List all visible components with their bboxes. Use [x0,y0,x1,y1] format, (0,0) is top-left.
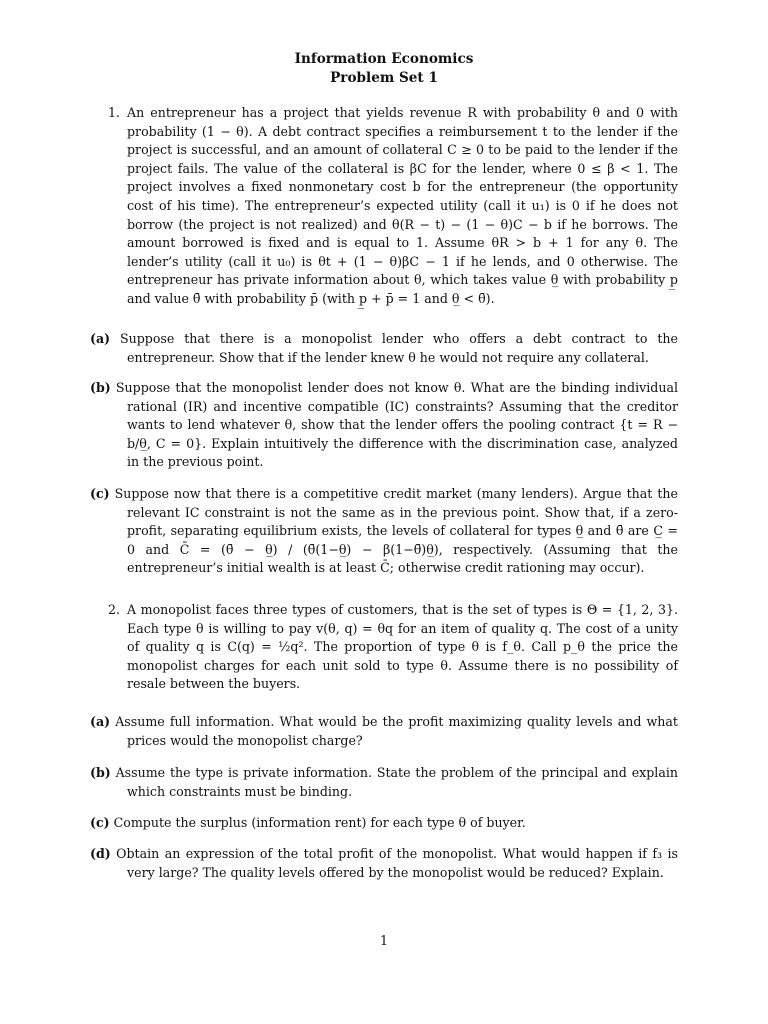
question-2 [108,601,678,694]
q2-part-d [90,845,678,882]
part-label: (b) [90,380,111,395]
part-label: (b) [90,765,111,780]
q1-part-a [90,330,678,367]
part-label: (c) [90,486,110,501]
q2-part-a [90,713,678,750]
question-number: 2. [108,602,121,617]
document-subtitle: Problem Set 1 [330,70,438,86]
question-number: 1. [108,105,121,120]
part-text: Assume the type is private information. State the problem of the principal and explain which constraints must be binding. [115,765,678,799]
q2-part-c [90,814,678,833]
question-text: An entrepreneur has a project that yields revenue R with probability θ and 0 with probability (1 − θ). A debt contract specifies a reimbursement t to the lender if the project is successful, and an amount of collateral C ≥ 0 to be paid to the lender if the project fails. The value of the collateral is βC for the lender, where 0 ≤ β < 1. The project involves a fixed nonmonetary cost b for the entrepreneur (the opportunity cost of his time). The entrepreneur’s expected utility (call it u₁) is 0 if he does not borrow (the project is not realized) and θ(R − t) − (1 − θ)C − b if he borrows. The amount borrowed is fixed and is equal to 1. Assume θR > b + 1 for any θ. The lender’s utility (call it u₀) is θt + (1 − θ)βC − 1 if he lends, and 0 otherwise. The entrepreneur has private information about θ, which takes value θ̲ with probability p̲ and value θ̄ with probability p̄ (with p̲ + p̄ = 1 and θ̲ < θ̄). [127,105,678,306]
part-text: Compute the surplus (information rent) for each type θ of buyer. [113,815,526,830]
part-text: Assume full information. What would be the profit maximizing quality levels and what prices would the monopolist charge? [115,714,678,748]
part-label: (c) [90,815,110,830]
part-text: Suppose that there is a monopolist lender who offers a debt contract to the entrepreneur. Show that if the lender knew θ he would not require any collateral. [119,331,678,365]
part-text: Suppose that the monopolist lender does not know θ. What are the binding individual rational (IR) and incentive compatible (IC) constraints? Assuming that the creditor wants to lend whatever θ, show that the lender offers the pooling contract {t = R − b/θ̲, C = 0}. Explain intuitively the difference with the discrimination case, analyzed in the previous point. [115,380,678,470]
question-1 [108,104,678,309]
q1-part-c [90,485,678,578]
part-text: Suppose now that there is a competitive credit market (many lenders). Argue that the relevant IC constraint is not the same as in the previous point. Show that, if a zero-profit, separating equilibrium exists, the levels of collateral for types θ̲ and θ̄ are C̲ = 0 and C̄ = (θ̄ − θ̲) / (θ̄(1−θ̲) − β(1−θ̄)θ̲), respectively. (Assuming that the entrepreneur’s initial wealth is at least C̄; otherwise credit rationing may occur). [114,486,678,576]
part-label: (a) [90,331,111,346]
document-title: Information Economics [294,51,474,67]
part-label: (a) [90,714,111,729]
q2-part-b [90,764,678,801]
part-text: Obtain an expression of the total profit of the monopolist. What would happen if f₃ is very large? The quality levels offered by the monopolist would be reduced? Explain. [116,846,678,880]
page-number: 1 [379,933,388,948]
q1-part-b [90,379,678,472]
question-text: A monopolist faces three types of customers, that is the set of types is Θ = {1, 2, 3}. Each type θ is willing to pay v(θ, q) = θq for an item of quality q. The cost of a unity of quality q is C(q) = ½q². The proportion of type θ is f_θ. Call p_θ the price the monopolist charges for each unit sold to type θ. Assume there is no possibility of resale between the buyers. [127,602,678,692]
part-label: (d) [90,846,111,861]
